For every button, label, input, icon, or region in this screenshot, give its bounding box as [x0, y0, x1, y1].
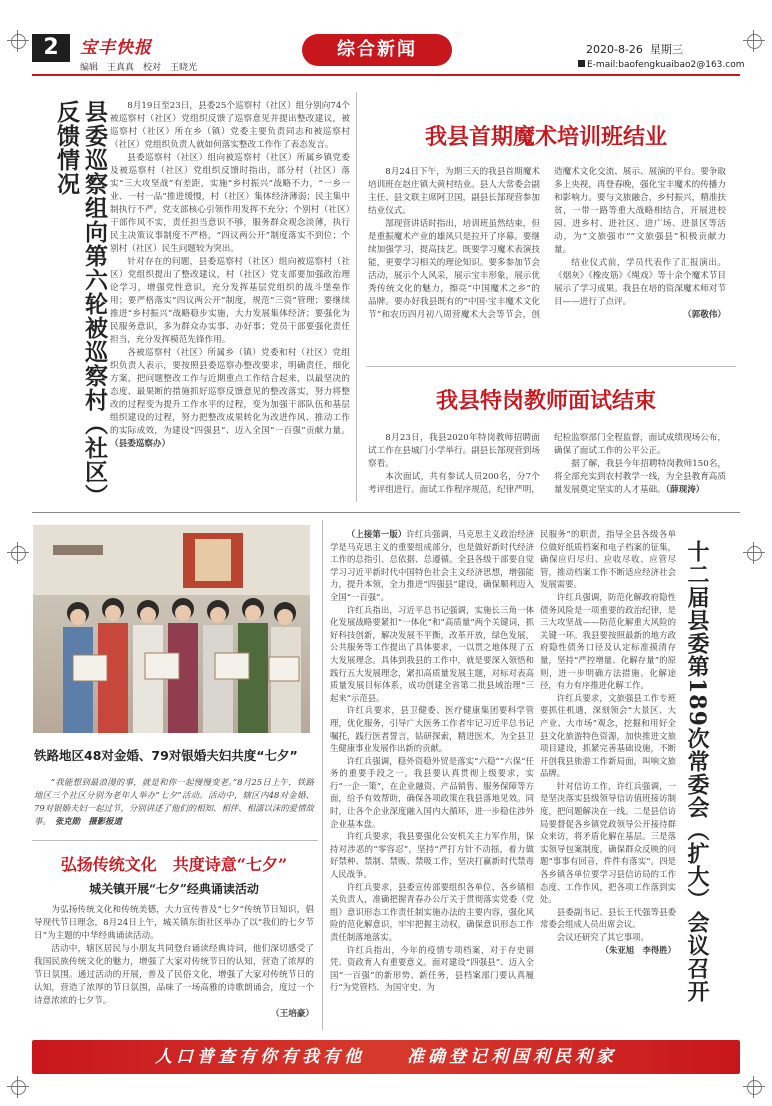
footer-banner [32, 1040, 740, 1074]
wedding-caption: “我能想到最浪漫的事，就是和你一起慢慢变老。”8月25日上午，铁路地区三个社区分别为老年人举办“七夕”活动。活动中，辖区内48对金婚、79对银婚夫妇一起过节，分别讲述了他们的相知、相伴、相濡以沫的爱情故事。 张克勋 摄影报道 [34, 777, 314, 826]
paragraph: 结业仪式前，学员代表作了汇报演出。《烟灰》《橡皮筋》《绳戏》等十余个魔术节目展示了学习成果。我县在培的资深魔术师对节目——进行了点评。 [554, 258, 726, 307]
paragraph: 许红兵要求，文旅强县工作专班要抓住机遇，深刻领会“大景区、大产业、大市场”观念，挖掘和用好全县文化旅游特色资源，加快推进文旅项目建设，抓紧完善基础设施，不断开创我县旅游工作新局面，叫响文旅品牌。 [540, 692, 676, 779]
qixi-subtitle: 城关镇开展“七夕”经典诵读活动 [89, 882, 259, 896]
inspection-body [110, 100, 350, 451]
column-divider [322, 520, 323, 1030]
standing-body-col2 [540, 528, 676, 956]
paragraph: 许红兵要求，我县要强化公安机关主力军作用，保持对涉恶的“零容忍”，坚持“严打方针不动摇，着力做好禁种、禁制、禁贩、禁吸工作，坚决打赢新时代禁毒人民战争。 [330, 831, 534, 880]
paragraph: 县委副书记、县长王代强等县委常委会组成人员出席会议。 [540, 906, 676, 930]
section-rule [32, 512, 740, 513]
paragraph: （上接第一版）许红兵强调，马克思主义政治经济学是马克思主义的重要组成部分，也是做好新时代经济工作的总指引、总依据、总遵循。全县各级干部要自觉学习习近平新时代中国特色社会主义经济思想，增强能力，提升本领，全力推进“四强县”建设，确保顺利迈入全国“一百强”。 [330, 529, 534, 602]
byline: （王培豪） [271, 1009, 314, 1019]
header-rule [32, 74, 740, 76]
paragraph: 民服务”的职责，指导全县各级各单位做好纸质档案和电子档案的征集，确保应归尽归、应收尽收、应管尽管，推动档案工作不断适应经济社会发展需要。 [540, 529, 676, 590]
email-address: E-mail:baofengkuaibao2@163.com [587, 60, 745, 70]
paragraph: 为弘扬传统文化和传统美德，大力宣传普及“七夕”传统节日知识，倡导现代节日理念，8月24日上午，城关镇东街社区举办了以“我们的七夕节日”为主题的中华经典诵读活动。 [34, 905, 314, 941]
paragraph: 8月24日下午，为期三天的我县首期魔术培训班在赵庄镇大黄村结业。县人大常委会副主任、县文联主席阿卫国，副县长郜现营参加结业仪式。 [368, 167, 540, 216]
registration-mark-icon [7, 1076, 29, 1098]
email-square-icon [578, 60, 585, 67]
registration-mark-icon [743, 542, 765, 564]
issue-date: 2020-8-26 [586, 43, 643, 56]
paragraph: 各被巡察村（社区）所属乡（镇）党委和村（社区）党组织负责人表示，要按照县委巡察办整改要求，明确责任，细化方案，把问题整改工作与近期重点工作结合起来，以最坚决的态度、最果断的措施抓好巡察反馈意见的整改落实，努力将整改的过程变为提升工作水平的过程，变为加强干部队伍和基层组织建设的过程，努力把整改成果转化为改进作风、推动工作的实际成效，为建设“四强县”、迈入全国“一百强”贡献力量。（县委巡察办） [110, 348, 350, 449]
standing-headline: 十二届县委第189次常委会（扩大）会议召开 [684, 540, 710, 1003]
paragraph: 许红兵指出，今年的疫情专项档案，对于存史留凭、资政育人有重要意义。面对建设“四强县”、迈入全国“一百强”的新形势、新任务，县档案部门要认真履行“为党管档、为国守史、为 [330, 944, 534, 993]
magic-body [368, 166, 726, 356]
email-line [578, 60, 744, 70]
page-number: 2 [43, 35, 59, 60]
byline: 张克勋 摄影报道 [54, 816, 122, 826]
date-line [586, 41, 683, 57]
registration-mark-icon [7, 542, 29, 564]
paragraph: 许红兵强调，防范化解政府隐性债务风险是一项重要的政治纪律，是三大攻坚战——防范化解重大风险的关键一环。我县要按照最新的地方政府隐性债务口径及认定标准摸清存量，坚持“严控增量、化解存量”的原则，进一步明确方法措施、化解途径，有力有序推进化解工作。 [540, 591, 676, 691]
paper-name: 宝丰快报 [80, 38, 152, 58]
paragraph: 许红兵指出，习近平总书记强调，实施长三角一体化发展战略要紧扣“一体化”和“高质量”两个关键词，抓好科技创新，解决发展不平衡，改革开放，绿色发展，公共服务等工作提出了具体要求，一以贯之地体现了五大发展理念。具体到我县的工作中，就是要深入领悟和践行五大发展理念，紧扣高质量发展主题，对标对表高质量发展目标体系，成功创建全省第二批县域治理“三起来”示范县。 [330, 604, 534, 703]
paragraph: 据了解，我县今年招聘特岗教师150名，将全部充实到农村教学一线，为全县教育高质量发展奠定坚实的人才基础。（薛现涛） [554, 459, 726, 495]
wedding-caption-title: 铁路地区48对金婚、79对银婚夫妇共度“七夕” [34, 748, 298, 763]
paragraph: 8月19日至23日，县委25个巡察村（社区）组分别向74个被巡察村（社区）党组织反馈了巡察意见并提出整改建议，被巡察村（社区）所在乡（镇）党委主要负责同志和被巡察村（社区）党组织负责人就如何落实整改工作作了表态发言。 [110, 101, 350, 150]
paragraph: 许红兵要求，县委宣传部要组织各单位、各乡镇相关负责人，准确把握青春办公厅关于贯彻落实党委（党组）意识形态工作责任制实施办法的主要内容，强化风险的范化解意识，牢牢把握主动权，确保意识形态工作责任制落地落实。 [330, 881, 534, 942]
page-number-box [32, 34, 70, 62]
paragraph: 许红兵要求，县卫健委、医疗健康集团要科学管理，优化服务，引导广大医务工作者牢记习近平总书记嘱托，践行医者誓言，钻研探索，精进医术，为全县卫生健康事业发展作出新的贡献。 [330, 705, 534, 754]
paragraph: 针对存在的问题，县委巡察村（社区）组向被巡察村（社区）党组织提出了整改建议，村（社区）党支部要加强政治理论学习，增强党性意识，充分发挥基层党组织的战斗堡垒作用；要严格落实“四议两公开”制度，规范“三资”管理；要继续推进“乡村振兴”战略稳步实施，大力发展集体经济；要强化为民服务意识，多为群众办实事、办好事；党员干部要强化责任担当，充分发挥模范先锋作用。 [110, 257, 350, 345]
paragraph: 郜现营讲话时指出，培训班虽然结束，但是重振魔术产业的雄风只是拉开了序幕。要继续加强学习，提高技艺。既要学习魔术表演技能，更要学习相关的理论知识。要多参加节会活动，展示个人风采，展示宝丰形象，展示优秀传统文化的魅力，擦亮“中国魔术之乡”的品牌。要办好我县既有的“中国·宝丰魔术文化节”和农历四月初八周营魔术大会等节会，创造魔术文化交流、展示、展演的平台。要争取多上央视，再登春晚，强化宝丰魔术的传播力和影响力。要与文旅融合，乡村振兴，精准扶贫，一带一路等重大战略相结合，开展进校园、进乡村、进社区、进广场、进景区等活动，为“文旅强市”“文旅强县”积极贡献力量。 [368, 167, 726, 320]
teacher-headline: 我县特岗教师面试结束 [435, 388, 656, 414]
staff-line: 编辑 王真真 校对 王晓光 [80, 63, 198, 73]
byline: （县委巡察办） [110, 439, 171, 449]
byline: （薛现涛） [665, 485, 705, 495]
inspection-headline: 县委巡察组向第六轮被巡察村（社区）反馈情况 [53, 100, 108, 497]
magic-headline: 我县首期魔术培训班结业 [424, 124, 667, 150]
column-divider [356, 92, 357, 502]
article-divider [366, 366, 736, 367]
paragraph: 县委巡察村（社区）组向被巡察村（社区）所属乡镇党委及被巡察村（社区）党组织反馈时指出，部分村（社区）落实“三大攻坚战”有差距，实施“乡村振兴”战略不力，“一乡一业、一村一品”推进缓慢，村（社区）集体经济薄弱；民主集中制执行不严，党支部核心引领作用发挥不充分；个别村（社区）干部作风不实，责任担当意识不够，服务群众观念淡薄，执行民主决策议事制度不严格，“四议两公开”制度落实不到位；个别村（社区）民生问题较为突出。 [110, 153, 350, 254]
wedding-photo [33, 525, 310, 733]
section-title: 综合新闻 [337, 39, 417, 60]
registration-mark-icon [743, 1076, 765, 1098]
section-banner [302, 34, 452, 66]
paragraph: 活动中，辖区居民与小朋友共同登台诵读经典诗词，他们深切感受了我国民族传统文化的魅力，增强了大家对传统节日的认知，营造了浓厚的节日氛围。通过活动的开展，普及了民俗文化，增强了大家对传统节日的认知，营造了浓厚的节日氛围，品味了一场高雅的诗歌朗诵会，度过一个诗意浓浓的七夕节。 [34, 944, 314, 1006]
byline: （朱亚旭 李得胜） [600, 944, 676, 955]
paragraph: 8月23日，我县2020年特岗教师招聘面试工作在县城门小学举行。副县长郜现营到场察看。 [368, 433, 540, 469]
qixi-headline: 弘扬传统文化 共度诗意“七夕” [60, 855, 288, 874]
article-divider [32, 840, 318, 841]
standing-body-col1 [330, 528, 534, 994]
paragraph: 许红兵强调，稳外资稳外贸是落实“六稳”“六保”任务的重要手段之一。我县要认真贯彻上级要求，实行“一企一策”，在企业融资、产品销售、服务保障等方面，给予有效帮助，确保各项政策在我县落地见效。同时，让各个企业深度融入国内大循环，进一步稳住涉外企业基本盘。 [330, 755, 534, 829]
couples-photo-illustration [33, 525, 310, 733]
paragraph: 针对信访工作，许红兵强调，一是坚决落实县级领导信访值班接访制度，把问题解决在一线。二是县信访局要督促各乡镇党政领导公开接待群众来访，将矛盾化解在基层。三是落实领导包案制度，确保群众反映的问题“事事有回音，件件有落实”。四是各乡镇各单位要学习县信访局的工作态度、工作作风，把各项工作落到实处。 [540, 780, 676, 905]
issue-weekday: 星期三 [649, 43, 683, 56]
byline: （郭敬伟） [683, 310, 726, 320]
teacher-body [368, 432, 726, 502]
paragraph: 本次面试，共有参试人员200名，分7个考评组进行。面试工作程序规范，纪律严明，纪检监察部门全程监督，面试成绩现场公布，确保了面试工作的公平公正。 [368, 433, 726, 495]
qixi-body [34, 904, 314, 1021]
registration-mark-icon [743, 30, 765, 52]
paragraph: 会议还研究了其它事项。 [556, 932, 649, 942]
footer-slogan: 人口普查有你有我有他 准确登记利国利民利家 [155, 1047, 617, 1067]
continued-label: （上接第一版） [346, 529, 407, 539]
registration-mark-icon [7, 30, 29, 52]
